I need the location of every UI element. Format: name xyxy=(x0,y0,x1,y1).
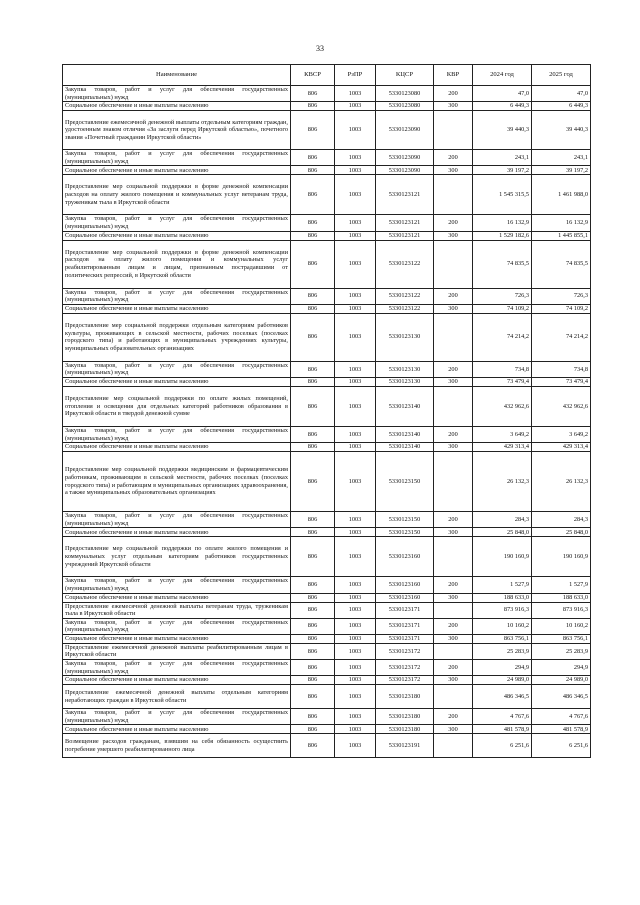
row-2024-amount: 74 214,2 xyxy=(473,313,532,361)
row-kcsr-cell: 5330123090 xyxy=(376,166,434,175)
row-kcsr-cell: 5330123150 xyxy=(376,528,434,537)
row-kvsr-cell: 806 xyxy=(291,386,335,426)
row-2024-amount: 734,8 xyxy=(473,361,532,377)
row-2025-amount: 25 283,9 xyxy=(532,643,591,659)
row-kvr-cell: 300 xyxy=(434,676,473,685)
row-kvr-cell xyxy=(434,685,473,709)
row-kvr-cell: 300 xyxy=(434,528,473,537)
row-kvr-cell: 200 xyxy=(434,361,473,377)
row-name-cell: Закупка товаров, работ и услуг для обеспечения государственных (муниципальных) нужд xyxy=(63,150,291,166)
row-kcsr-cell: 5330123121 xyxy=(376,175,434,215)
row-rzpr-cell: 1003 xyxy=(335,452,376,512)
table-row xyxy=(63,634,591,643)
row-name-cell: Закупка товаров, работ и услуг для обеспечения государственных (муниципальных) нужд xyxy=(63,577,291,593)
row-kvr-cell: 300 xyxy=(434,231,473,240)
row-name-cell: Предоставление мер социальной поддержки медицинским и фармацевтическим работникам, проживающим в сельской местности, рабочих поселках (поселках городского типа) и работающим в муниципальных организациях здравоохранения, а также муниципальных образовательных организациях xyxy=(63,452,291,512)
row-name-cell: Предоставление ежемесячной денежной выплаты отдельным категориям граждан, удостоенным знаком отличия «За заслуги перед Иркутской областью», почетного звания «Почетный гражданин Иркутской области» xyxy=(63,111,291,150)
row-name-cell: Социальное обеспечение и иные выплаты населению xyxy=(63,231,291,240)
row-kcsr-cell: 5330123160 xyxy=(376,593,434,602)
row-kvsr-cell: 806 xyxy=(291,643,335,659)
row-kcsr-cell: 5330123140 xyxy=(376,386,434,426)
row-kvr-cell xyxy=(434,602,473,618)
row-kvsr-cell: 806 xyxy=(291,452,335,512)
table-row xyxy=(63,512,591,528)
row-rzpr-cell: 1003 xyxy=(335,643,376,659)
row-kvr-cell: 200 xyxy=(434,660,473,676)
row-kvr-cell xyxy=(434,313,473,361)
table-row xyxy=(63,231,591,240)
row-kvsr-cell: 806 xyxy=(291,111,335,150)
row-rzpr-cell: 1003 xyxy=(335,443,376,452)
row-name-cell: Социальное обеспечение и иные выплаты населению xyxy=(63,725,291,734)
row-kvsr-cell: 806 xyxy=(291,231,335,240)
row-kvr-cell: 300 xyxy=(434,304,473,313)
row-2024-amount: 25 848,0 xyxy=(473,528,532,537)
row-2025-amount: 734,8 xyxy=(532,361,591,377)
row-rzpr-cell: 1003 xyxy=(335,304,376,313)
row-rzpr-cell: 1003 xyxy=(335,709,376,725)
row-kvr-cell: 200 xyxy=(434,512,473,528)
table-row xyxy=(63,618,591,634)
row-kvsr-cell: 806 xyxy=(291,175,335,215)
row-kvr-cell: 300 xyxy=(434,593,473,602)
row-name-cell: Предоставление мер социальной поддержки в форме денежной компенсации расходов на оплату жилого помещения и коммунальных услуг ветеранам труда, труженикам тыла в Иркутской области xyxy=(63,175,291,215)
row-2024-amount: 1 529 182,6 xyxy=(473,231,532,240)
row-2025-amount: 284,3 xyxy=(532,512,591,528)
row-kvsr-cell: 806 xyxy=(291,725,335,734)
table-row xyxy=(63,676,591,685)
row-2025-amount: 74 214,2 xyxy=(532,313,591,361)
row-kcsr-cell: 5330123130 xyxy=(376,361,434,377)
row-kvr-cell xyxy=(434,111,473,150)
table-row xyxy=(63,426,591,442)
row-2024-amount: 4 767,6 xyxy=(473,709,532,725)
row-name-cell: Социальное обеспечение и иные выплаты населению xyxy=(63,634,291,643)
row-name-cell: Предоставление мер социальной поддержки по оплате жилых помещений, отопления и освещения для отдельных категорий работников образования в Иркутской области в твердой денежной сумме xyxy=(63,386,291,426)
row-kcsr-cell: 5330123150 xyxy=(376,452,434,512)
row-kvr-cell: 200 xyxy=(434,288,473,304)
row-kcsr-cell: 5330123150 xyxy=(376,512,434,528)
row-rzpr-cell: 1003 xyxy=(335,634,376,643)
row-kcsr-cell: 5330123121 xyxy=(376,215,434,231)
table-row xyxy=(63,537,591,577)
row-kvr-cell: 200 xyxy=(434,86,473,102)
row-2024-amount: 243,1 xyxy=(473,150,532,166)
row-rzpr-cell: 1003 xyxy=(335,593,376,602)
row-kvsr-cell: 806 xyxy=(291,660,335,676)
row-rzpr-cell: 1003 xyxy=(335,361,376,377)
row-kvsr-cell: 806 xyxy=(291,593,335,602)
row-name-cell: Предоставление мер социальной поддержки в форме денежной компенсации расходов на оплату жилого помещения и коммунальных услуг реабилитированным лицам и лицам, признанным пострадавшими от политических репрессий, в Иркутской области xyxy=(63,240,291,288)
row-kvr-cell xyxy=(434,734,473,758)
row-kvr-cell: 300 xyxy=(434,443,473,452)
row-2024-amount: 1 527,9 xyxy=(473,577,532,593)
row-kcsr-cell: 5330123171 xyxy=(376,634,434,643)
row-kvsr-cell: 806 xyxy=(291,377,335,386)
row-name-cell: Предоставление мер социальной поддержки отдельным категориям работников культуры, проживающих в сельской местности, рабочих поселках (поселках городского типа) и работающих в муниципальных учреждениях культуры, муниципальных образовательных организациях xyxy=(63,313,291,361)
row-rzpr-cell: 1003 xyxy=(335,377,376,386)
table-row xyxy=(63,102,591,111)
row-kvsr-cell: 806 xyxy=(291,215,335,231)
table-row xyxy=(63,725,591,734)
row-kvr-cell: 200 xyxy=(434,215,473,231)
row-name-cell: Закупка товаров, работ и услуг для обеспечения государственных (муниципальных) нужд xyxy=(63,288,291,304)
table-row xyxy=(63,150,591,166)
row-rzpr-cell: 1003 xyxy=(335,288,376,304)
row-2025-amount: 1 527,9 xyxy=(532,577,591,593)
row-kvr-cell xyxy=(434,537,473,577)
table-row xyxy=(63,709,591,725)
row-rzpr-cell: 1003 xyxy=(335,577,376,593)
row-rzpr-cell: 1003 xyxy=(335,86,376,102)
row-kcsr-cell: 5330123122 xyxy=(376,288,434,304)
row-kcsr-cell: 5330123090 xyxy=(376,111,434,150)
row-rzpr-cell: 1003 xyxy=(335,685,376,709)
row-name-cell: Социальное обеспечение и иные выплаты населению xyxy=(63,528,291,537)
row-2025-amount: 24 989,0 xyxy=(532,676,591,685)
row-2025-amount: 73 479,4 xyxy=(532,377,591,386)
row-2025-amount: 863 756,1 xyxy=(532,634,591,643)
table-row xyxy=(63,215,591,231)
table-row xyxy=(63,528,591,537)
row-name-cell: Социальное обеспечение и иные выплаты населению xyxy=(63,676,291,685)
table-row xyxy=(63,443,591,452)
row-kvr-cell: 300 xyxy=(434,725,473,734)
row-2025-amount: 6 251,6 xyxy=(532,734,591,758)
row-2025-amount: 4 767,6 xyxy=(532,709,591,725)
row-kcsr-cell: 5330123140 xyxy=(376,426,434,442)
row-kvsr-cell: 806 xyxy=(291,634,335,643)
row-name-cell: Закупка товаров, работ и услуг для обеспечения государственных (муниципальных) нужд xyxy=(63,709,291,725)
row-name-cell: Социальное обеспечение и иные выплаты населению xyxy=(63,304,291,313)
row-2025-amount: 26 132,3 xyxy=(532,452,591,512)
col-header-rzpr: РзПР xyxy=(335,65,376,86)
row-kvsr-cell: 806 xyxy=(291,150,335,166)
row-2024-amount: 25 283,9 xyxy=(473,643,532,659)
row-2025-amount: 190 160,9 xyxy=(532,537,591,577)
row-kcsr-cell: 5330123171 xyxy=(376,618,434,634)
row-2025-amount: 429 313,4 xyxy=(532,443,591,452)
row-kcsr-cell: 5330123191 xyxy=(376,734,434,758)
row-kcsr-cell: 5330123121 xyxy=(376,231,434,240)
row-kcsr-cell: 5330123122 xyxy=(376,240,434,288)
row-name-cell: Закупка товаров, работ и услуг для обеспечения государственных (муниципальных) нужд xyxy=(63,512,291,528)
row-2024-amount: 6 251,6 xyxy=(473,734,532,758)
budget-table xyxy=(62,64,591,758)
table-row xyxy=(63,304,591,313)
row-2025-amount: 726,3 xyxy=(532,288,591,304)
row-rzpr-cell: 1003 xyxy=(335,676,376,685)
row-kvr-cell: 200 xyxy=(434,709,473,725)
row-kcsr-cell: 5330123160 xyxy=(376,577,434,593)
row-rzpr-cell: 1003 xyxy=(335,240,376,288)
col-header-2024: 2024 год xyxy=(473,65,532,86)
row-rzpr-cell: 1003 xyxy=(335,734,376,758)
table-row xyxy=(63,377,591,386)
row-name-cell: Социальное обеспечение и иные выплаты населению xyxy=(63,443,291,452)
row-rzpr-cell: 1003 xyxy=(335,660,376,676)
row-kvsr-cell: 806 xyxy=(291,676,335,685)
row-kvsr-cell: 806 xyxy=(291,734,335,758)
row-kvsr-cell: 806 xyxy=(291,288,335,304)
row-2025-amount: 294,9 xyxy=(532,660,591,676)
row-rzpr-cell: 1003 xyxy=(335,231,376,240)
row-kvsr-cell: 806 xyxy=(291,577,335,593)
row-kcsr-cell: 5330123172 xyxy=(376,660,434,676)
table-row xyxy=(63,86,591,102)
row-2025-amount: 1 445 855,1 xyxy=(532,231,591,240)
row-2025-amount: 188 633,0 xyxy=(532,593,591,602)
row-kvr-cell: 300 xyxy=(434,102,473,111)
table-row xyxy=(63,240,591,288)
col-header-kcsr: КЦСР xyxy=(376,65,434,86)
row-2024-amount: 188 633,0 xyxy=(473,593,532,602)
row-kvsr-cell: 806 xyxy=(291,537,335,577)
row-kvsr-cell: 806 xyxy=(291,361,335,377)
row-rzpr-cell: 1003 xyxy=(335,102,376,111)
row-2025-amount: 6 449,3 xyxy=(532,102,591,111)
table-row xyxy=(63,386,591,426)
row-2025-amount: 243,1 xyxy=(532,150,591,166)
row-kcsr-cell: 5330123140 xyxy=(376,443,434,452)
row-rzpr-cell: 1003 xyxy=(335,725,376,734)
table-row xyxy=(63,734,591,758)
row-2024-amount: 429 313,4 xyxy=(473,443,532,452)
row-kvr-cell xyxy=(434,240,473,288)
row-kvsr-cell: 806 xyxy=(291,602,335,618)
col-header-kvr: КВР xyxy=(434,65,473,86)
col-header-kvsr: КВСР xyxy=(291,65,335,86)
row-kvr-cell xyxy=(434,386,473,426)
page-number: 33 xyxy=(316,44,324,53)
row-kvr-cell xyxy=(434,643,473,659)
row-kvsr-cell: 806 xyxy=(291,685,335,709)
table-row xyxy=(63,685,591,709)
table-header-row xyxy=(63,65,591,86)
row-2024-amount: 16 132,9 xyxy=(473,215,532,231)
row-2025-amount: 39 440,3 xyxy=(532,111,591,150)
row-2024-amount: 26 132,3 xyxy=(473,452,532,512)
row-2024-amount: 39 440,3 xyxy=(473,111,532,150)
table-row xyxy=(63,313,591,361)
row-kvr-cell: 200 xyxy=(434,426,473,442)
row-kcsr-cell: 5330123080 xyxy=(376,102,434,111)
row-kvsr-cell: 806 xyxy=(291,512,335,528)
table-row xyxy=(63,452,591,512)
row-2025-amount: 10 160,2 xyxy=(532,618,591,634)
row-kvsr-cell: 806 xyxy=(291,426,335,442)
row-kvsr-cell: 806 xyxy=(291,313,335,361)
row-2025-amount: 16 132,9 xyxy=(532,215,591,231)
table-row xyxy=(63,577,591,593)
row-kcsr-cell: 5330123171 xyxy=(376,602,434,618)
row-kvsr-cell: 806 xyxy=(291,240,335,288)
row-rzpr-cell: 1003 xyxy=(335,111,376,150)
row-2024-amount: 74 835,5 xyxy=(473,240,532,288)
row-kvr-cell: 300 xyxy=(434,166,473,175)
row-kvsr-cell: 806 xyxy=(291,528,335,537)
row-rzpr-cell: 1003 xyxy=(335,512,376,528)
row-kvsr-cell: 806 xyxy=(291,709,335,725)
row-2025-amount: 74 109,2 xyxy=(532,304,591,313)
row-rzpr-cell: 1003 xyxy=(335,175,376,215)
row-name-cell: Социальное обеспечение и иные выплаты населению xyxy=(63,102,291,111)
table-row xyxy=(63,602,591,618)
row-kcsr-cell: 5330123122 xyxy=(376,304,434,313)
row-2025-amount: 432 962,6 xyxy=(532,386,591,426)
row-kcsr-cell: 5330123180 xyxy=(376,709,434,725)
row-kvsr-cell: 806 xyxy=(291,166,335,175)
row-2024-amount: 39 197,2 xyxy=(473,166,532,175)
row-kvsr-cell: 806 xyxy=(291,102,335,111)
row-kcsr-cell: 5330123090 xyxy=(376,150,434,166)
row-name-cell: Закупка товаров, работ и услуг для обеспечения государственных (муниципальных) нужд xyxy=(63,86,291,102)
row-2025-amount: 1 461 988,0 xyxy=(532,175,591,215)
row-name-cell: Предоставление ежемесячной денежной выплаты реабилитированным лицам в Иркутской области xyxy=(63,643,291,659)
row-kvr-cell: 300 xyxy=(434,634,473,643)
row-name-cell: Предоставление ежемесячной денежной выплаты отдельным категориям неработающих граждан в Иркутской области xyxy=(63,685,291,709)
row-rzpr-cell: 1003 xyxy=(335,426,376,442)
row-rzpr-cell: 1003 xyxy=(335,313,376,361)
row-kvsr-cell: 806 xyxy=(291,443,335,452)
row-2024-amount: 726,3 xyxy=(473,288,532,304)
col-header-2025: 2025 год xyxy=(532,65,591,86)
row-rzpr-cell: 1003 xyxy=(335,602,376,618)
row-kvr-cell: 200 xyxy=(434,618,473,634)
table-row xyxy=(63,660,591,676)
row-2025-amount: 74 835,5 xyxy=(532,240,591,288)
row-name-cell: Предоставление мер социальной поддержки по оплате жилого помещения и коммунальных услуг отдельным категориям работников государственных учреждений Иркутской области xyxy=(63,537,291,577)
row-2025-amount: 39 197,2 xyxy=(532,166,591,175)
row-kvsr-cell: 806 xyxy=(291,86,335,102)
table-row xyxy=(63,643,591,659)
row-2024-amount: 74 109,2 xyxy=(473,304,532,313)
row-rzpr-cell: 1003 xyxy=(335,150,376,166)
table-row xyxy=(63,288,591,304)
row-name-cell: Закупка товаров, работ и услуг для обеспечения государственных (муниципальных) нужд xyxy=(63,660,291,676)
table-row xyxy=(63,111,591,150)
row-2024-amount: 294,9 xyxy=(473,660,532,676)
row-kcsr-cell: 5330123172 xyxy=(376,676,434,685)
row-2025-amount: 873 916,3 xyxy=(532,602,591,618)
row-2024-amount: 47,0 xyxy=(473,86,532,102)
row-2024-amount: 73 479,4 xyxy=(473,377,532,386)
row-kvr-cell: 200 xyxy=(434,150,473,166)
col-header-name: Наименование xyxy=(63,65,291,86)
row-kvr-cell xyxy=(434,175,473,215)
row-name-cell: Закупка товаров, работ и услуг для обеспечения государственных (муниципальных) нужд xyxy=(63,215,291,231)
row-2025-amount: 25 848,0 xyxy=(532,528,591,537)
row-2024-amount: 6 449,3 xyxy=(473,102,532,111)
row-name-cell: Социальное обеспечение и иные выплаты населению xyxy=(63,377,291,386)
row-2024-amount: 873 916,3 xyxy=(473,602,532,618)
row-name-cell: Закупка товаров, работ и услуг для обеспечения государственных (муниципальных) нужд xyxy=(63,426,291,442)
row-2024-amount: 432 962,6 xyxy=(473,386,532,426)
row-2024-amount: 481 578,9 xyxy=(473,725,532,734)
row-name-cell: Закупка товаров, работ и услуг для обеспечения государственных (муниципальных) нужд xyxy=(63,361,291,377)
table-row xyxy=(63,166,591,175)
row-kvr-cell: 200 xyxy=(434,577,473,593)
row-2025-amount: 481 578,9 xyxy=(532,725,591,734)
row-rzpr-cell: 1003 xyxy=(335,618,376,634)
row-kvr-cell: 300 xyxy=(434,377,473,386)
row-kvsr-cell: 806 xyxy=(291,618,335,634)
row-2025-amount: 3 649,2 xyxy=(532,426,591,442)
row-kvsr-cell: 806 xyxy=(291,304,335,313)
row-2025-amount: 486 346,5 xyxy=(532,685,591,709)
row-rzpr-cell: 1003 xyxy=(335,215,376,231)
table-row xyxy=(63,593,591,602)
row-rzpr-cell: 1003 xyxy=(335,386,376,426)
row-2024-amount: 10 160,2 xyxy=(473,618,532,634)
row-2024-amount: 486 346,5 xyxy=(473,685,532,709)
row-kcsr-cell: 5330123130 xyxy=(376,377,434,386)
row-rzpr-cell: 1003 xyxy=(335,537,376,577)
row-kcsr-cell: 5330123080 xyxy=(376,86,434,102)
row-rzpr-cell: 1003 xyxy=(335,528,376,537)
row-2024-amount: 284,3 xyxy=(473,512,532,528)
row-name-cell: Предоставление ежемесячной денежной выплаты ветеранам труда, труженикам тыла в Иркутской области xyxy=(63,602,291,618)
row-name-cell: Закупка товаров, работ и услуг для обеспечения государственных (муниципальных) нужд xyxy=(63,618,291,634)
row-2024-amount: 3 649,2 xyxy=(473,426,532,442)
row-kvr-cell xyxy=(434,452,473,512)
row-rzpr-cell: 1003 xyxy=(335,166,376,175)
row-2024-amount: 863 756,1 xyxy=(473,634,532,643)
row-2025-amount: 47,0 xyxy=(532,86,591,102)
row-2024-amount: 190 160,9 xyxy=(473,537,532,577)
row-kcsr-cell: 5330123172 xyxy=(376,643,434,659)
row-kcsr-cell: 5330123180 xyxy=(376,725,434,734)
row-2024-amount: 24 989,0 xyxy=(473,676,532,685)
table-row xyxy=(63,175,591,215)
row-kcsr-cell: 5330123130 xyxy=(376,313,434,361)
row-name-cell: Возмещение расходов гражданам, взявшим на себя обязанность осуществить погребение умершего реабилитированного лица xyxy=(63,734,291,758)
table-row xyxy=(63,361,591,377)
row-name-cell: Социальное обеспечение и иные выплаты населению xyxy=(63,593,291,602)
row-name-cell: Социальное обеспечение и иные выплаты населению xyxy=(63,166,291,175)
row-kcsr-cell: 5330123180 xyxy=(376,685,434,709)
row-2024-amount: 1 545 315,5 xyxy=(473,175,532,215)
row-kcsr-cell: 5330123160 xyxy=(376,537,434,577)
